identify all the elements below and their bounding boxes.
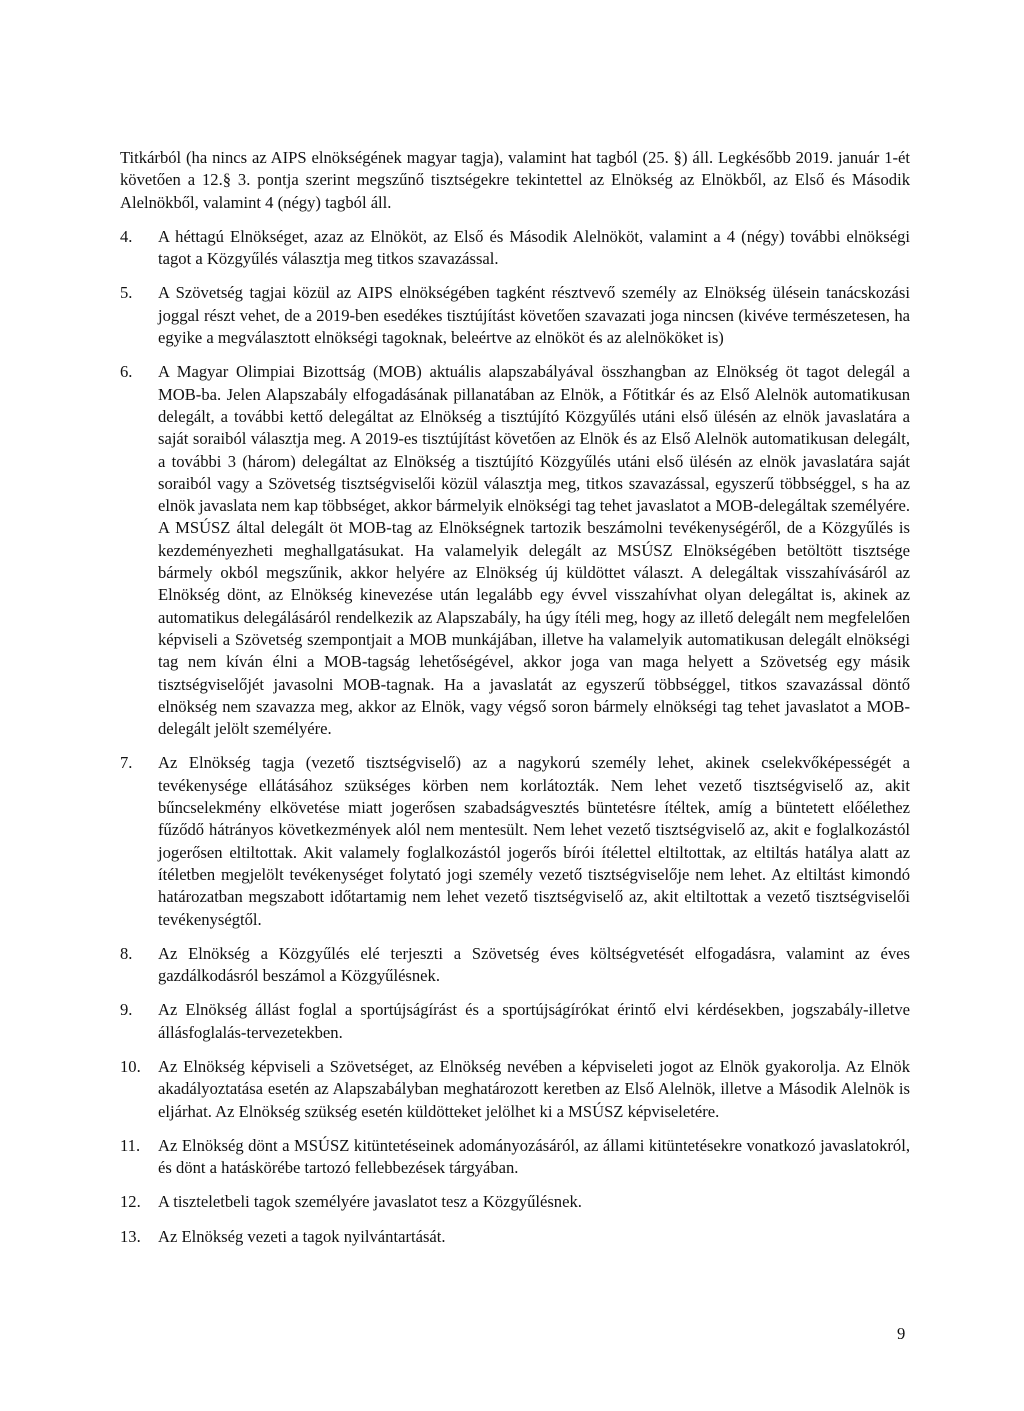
- item-number: 9.: [120, 1000, 133, 1020]
- page-number: 9: [897, 1324, 906, 1343]
- item-number: 6.: [120, 362, 133, 382]
- item-text: Az Elnökség dönt a MSÚSZ kitüntetéseinek adományozásáról, az állami kitüntetésekre vonatkozó javaslatokról, és dönt a hatáskörébe tartozó fellebbezések tárgyában.: [158, 1135, 910, 1178]
- item-number: 11.: [120, 1135, 141, 1155]
- item-text: A tiszteletbeli tagok személyére javaslatot tesz a Közgyűlésnek.: [158, 1192, 582, 1212]
- list-item-7: [120, 752, 910, 930]
- list-item-12: [120, 1191, 910, 1213]
- item-text: Az Elnökség tagja (vezető tisztségviselő) az a nagykorú személy lehet, akinek cselekvőképességét a tevékenysége ellátásához szükséges körben nem korlátozták. Nem lehet vezető tisztségviselő az, akit bűncselekmény elkövetése miatt jogerősen szabadságvesztés büntetésre ítéltek, amíg a büntetett előélethez fűződő hátrányos következmények alól nem mentesült. Nem lehet vezető tisztségviselő az, akit e foglalkozástól jogerősen eltiltottak. Akit valamely foglalkozástól jogerős bírói ítélettel eltiltottak, az eltiltás hatálya alatt az ítéletben megjelölt tevékenységet folytató jogi személy vezető tisztségviselője nem lehet. Az eltiltást kimondó határozatban megszabott időtartamig nem lehet vezető tisztségviselő az, akit eltiltottak a vezető tisztségviselői tevékenységtől.: [158, 753, 910, 929]
- list-item-8: [120, 943, 910, 988]
- item-number: 10.: [120, 1056, 141, 1076]
- item-text: Az Elnökség vezeti a tagok nyilvántartását.: [158, 1226, 446, 1246]
- document-body: [120, 147, 910, 1260]
- item-text: A Magyar Olimpiai Bizottság (MOB) aktuális alapszabályával összhangban az Elnökség öt tagot delegál a MOB-ba. Jelen Alapszabály elfogadásának pillanatában az Elnök, a Főtitkár és az Első Alelnök automatikusan delegált, a további kettő delegáltat az Elnökség a tisztújító Közgyűlés utáni első ülésén az elnök javaslatára a saját soraiból választja meg. A 2019-es tisztújítást követően az Elnök és az Első Alelnök automatikusan delegált, a további 3 (három) delegáltat az Elnökség a tisztújító Közgyűlés utáni első ülésén az elnök javaslatára saját soraiból vagy a Szövetség tisztségviselői közül választja meg, titkos szavazással, egyszerű többséggel, s ha az elnök javaslata nem kap többséget, akkor bármelyik elnökségi tag tehet javaslatot a MOB-delegáltak személyére. A MSÚSZ által delegált öt MOB-tag az Elnökségnek tartozik beszámolni tevékenységéről, de a Közgyűlés is kezdeményezheti meghallgatásukat. Ha valamelyik delegált az MSÚSZ Elnökségében betöltött tisztsége bármely okból megszűnik, akkor helyére az Elnökség új küldöttet választ. A delegáltak visszahívásáról az Elnökség dönt, az Elnökség kinevezése után legalább egy évvel visszahívhat olyan delegáltat is, akinek az automatikus delegálásáról rendelkezik az Alapszabály, ha úgy ítéli meg, hogy az illető delegált nem megfelelően képviseli a Szövetség szempontjait a MOB munkájában, illetve ha valamelyik automatikusan delegált elnökségi tag nem kíván élni a MOB-tagság lehetőségével, akkor joga van maga helyett a Szövetség egy másik tisztségviselőjét javasolni MOB-tagnak. Ha a javaslatát az egyszerű többséggel, titkos szavazással döntő elnökség nem szavazza meg, akkor az Elnök, vagy végső soron bármely elnökségi tag tehet javaslatot a MOB-delegált jelölt személyére.: [158, 362, 910, 739]
- item-number: 8.: [120, 943, 133, 963]
- item-number: 13.: [120, 1226, 141, 1246]
- item-text: A héttagú Elnökséget, azaz az Elnököt, az Első és Második Alelnököt, valamint a 4 (négy) további elnökségi tagot a Közgyűlés választja meg titkos szavazással.: [158, 226, 910, 269]
- item-number: 12.: [120, 1192, 141, 1212]
- list-item-10: [120, 1056, 910, 1123]
- list-item-13: [120, 1226, 910, 1248]
- intro-paragraph: Titkárból (ha nincs az AIPS elnökségének magyar tagja), valamint hat tagból (25. §) áll. Legkésőbb 2019. január 1-ét követően a 12.§ 3. pontja szerint megszűnő tisztségekre tekintettel az Elnökség az Elnökből, az Első és Második Alelnökből, valamint 4 (négy) tagból áll.: [120, 148, 910, 212]
- item-number: 5.: [120, 283, 133, 303]
- item-text: A Szövetség tagjai közül az AIPS elnökségében tagként résztvevő személy az Elnökség ülésein tanácskozási joggal részt vehet, de a 2019-ben esedékes tisztújítást követően szavazati joga nincsen (kivéve természetesen, ha egyike a megválasztott elnökségi tagoknak, beleértve az elnököt és az alelnököket is): [158, 283, 910, 348]
- list-item-5: [120, 282, 910, 349]
- item-number: 4.: [120, 226, 133, 246]
- list-item-4: [120, 226, 910, 271]
- list-item-11: [120, 1135, 910, 1180]
- item-number: 7.: [120, 753, 133, 773]
- item-text: Az Elnökség a Közgyűlés elé terjeszti a Szövetség éves költségvetését elfogadásra, valamint az éves gazdálkodásról beszámol a Közgyűlésnek.: [158, 943, 910, 986]
- item-text: Az Elnökség állást foglal a sportújságírást és a sportújságírókat érintő elvi kérdésekben, jogszabály-illetve állásfoglalás-tervezetekben.: [158, 1000, 910, 1042]
- item-text: Az Elnökség képviseli a Szövetséget, az Elnökség nevében a képviseleti jogot az Elnök gyakorolja. Az Elnök akadályoztatása esetén az Alapszabályban meghatározott keretben az Első Alelnök, illetve a Második Alelnök is eljárhat. Az Elnökség szükség esetén küldötteket jelölhet ki a MSÚSZ képviseletére.: [158, 1056, 910, 1121]
- list-item-6: [120, 361, 910, 740]
- list-item-9: [120, 999, 910, 1044]
